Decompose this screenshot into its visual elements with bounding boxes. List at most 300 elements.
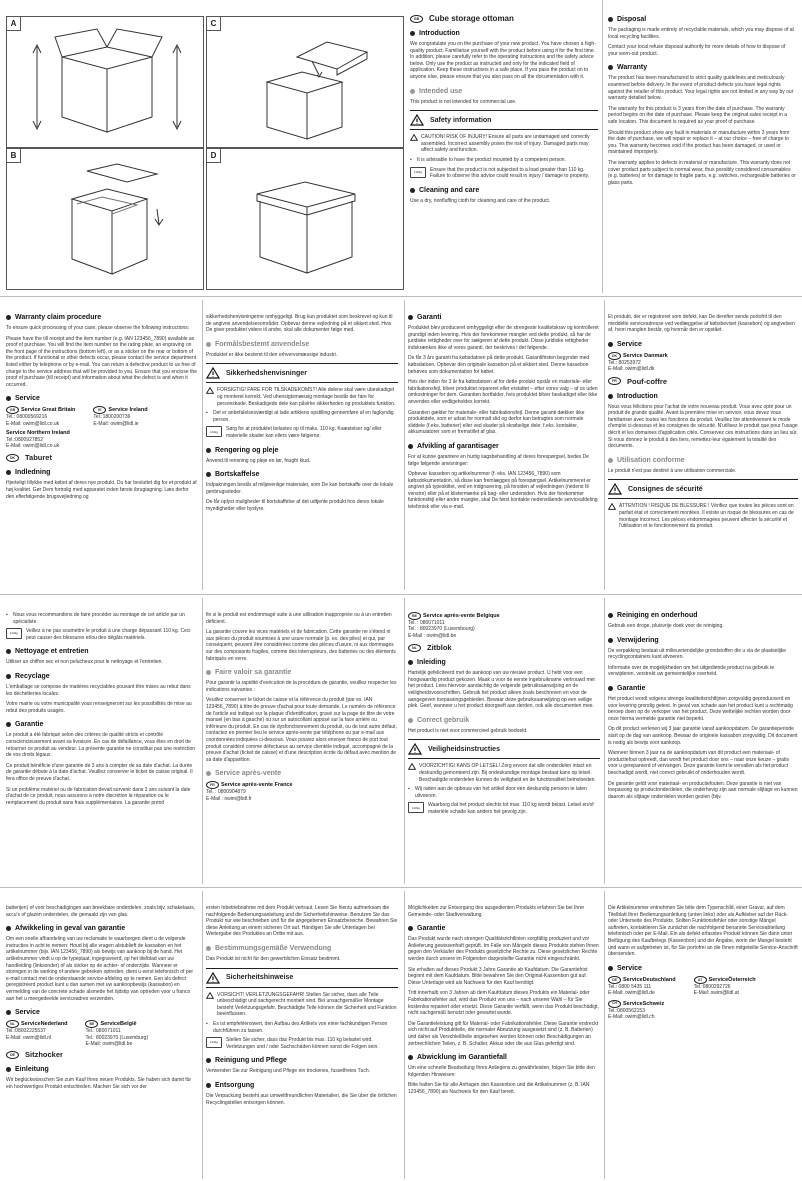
heading-text: Recyclage (15, 672, 50, 680)
bullet-dot-icon (608, 342, 613, 347)
bullet-dot-icon (6, 1010, 11, 1015)
heading-text: Warranty (617, 64, 648, 72)
page-divider (0, 887, 802, 888)
bullet-dot-icon (608, 394, 613, 399)
service-mail: E-Mail: owim@lidl.co.uk (6, 442, 60, 449)
section-heading (6, 395, 198, 402)
service-tel: Tel.:08002225537 (6, 1028, 46, 1035)
service-name: ServiceDeutschland (623, 976, 676, 983)
paragraph: Das Produkt ist nicht für den gewerblichen Einsatz bestimmt. (206, 955, 341, 962)
service-mail: E-Mail: owim@lidl.be (85, 1040, 133, 1047)
list-item-text: Veillez à ne pas soumettre le produit à une charge dépassant 110 kg. Ceci peut causer des blessures et/ou des dégâts matériels. (26, 628, 191, 641)
warning-triangle-icon (410, 134, 418, 141)
service-contact-ni (6, 430, 198, 449)
column-divider (604, 300, 605, 590)
paragraph: De får 3 års garanti fra købsdatoen på dette produkt. Garantifristen begynder med købsdatoen. Opbevar den originale kassebon på et sikkert sted. Denne kassebon behøves som dokumentation for købet. (408, 355, 590, 375)
heading-text: Garantie (15, 721, 44, 729)
list-item-text: Ensure that the product is not subjected to a load greater than 110 kg. Failure to observe this advice could result in injury / damage to property. (430, 166, 590, 180)
column-divider (404, 891, 405, 1179)
section-heading (608, 637, 798, 644)
figure-label: D (207, 149, 221, 163)
paragraph: Votre mairie ou votre municipalité vous renseigneront sur les possibilités de mise au rebut des produits usagés. (6, 701, 192, 714)
service-mail: E-Mail: owim@lidl.at (693, 990, 739, 997)
figure-label: C (207, 17, 221, 31)
bullet-icon: ▪ (206, 1020, 208, 1027)
paragraph: Die Verpackung besteht aus umweltfreundlichen Materialien, die Sie über die örtlichen Recyclingstellen entsorgen können. (206, 1092, 397, 1106)
column-en-3 (6, 300, 198, 590)
paragraph: Ce produit bénéficie d'une garantie de 3 ans à compter de sa date d'achat. La durée de garantie débute à la date d'achat. Veuillez conserver le ticket de caisse original. Il fera office de preuve d'achat. (6, 762, 193, 782)
service-tel: Tel.:1800200736 (93, 414, 131, 421)
ie-badge: IE (93, 406, 106, 414)
list-item-text: Waarborg dat het product slechts tot max. 110 kg wordt belast. Letsel en/of materiële schade kan anders het gevolg zijn. (428, 802, 594, 815)
paragraph: Le produit n'est pas destiné à une utilisation commerciale. (608, 467, 737, 474)
paragraph: Pour garantir la rapidité d'exécution de la procédure de garantie, veuillez respecter les indications suivantes : (206, 680, 397, 693)
paragraph: Het product is niet voor commercieel gebruik bedoeld. (408, 727, 528, 734)
service-name: ServiceÖsterreich (708, 976, 756, 983)
paragraph: Op dit product verlenen wij 3 jaar garantie vanaf aankoopdatum. De garantieperiode start op de dag van aankoop. Bewaar de originele kassabon zorgvuldig. Dit document is nodig als bewijs voor aankoop. (608, 726, 798, 746)
paragraph: Wanneer binnen 3 jaar na de aankoopdatum van dit product een materiaal- of productiefout optreedt, dan wordt het product door ons – naar onze keuze – gratis voor u gerepareerd of vervangen. Deze garantie komt te vervallen als het product beschadigd wordt, niet correct gebruikt of onderhouden wordt. (608, 750, 789, 776)
section-heading (608, 965, 798, 972)
section-heading (410, 187, 598, 194)
service-name: Service Danmark (623, 352, 668, 359)
paragraph: Hjerteligt tillykke med købet af deres nye produkt. Du har besluttet dig for et produkt af høj kvalitet. Gør Dem fortrolig med apparatet inden første ibrugtagning. Læs derfor den efterfølgende brugsvejledning og (6, 480, 197, 500)
column-de-2 (408, 891, 600, 1179)
paragraph: For at kunne garantere en hurtig sagsbehandling af deres forespørgsel, bedes De følge følgende anvisninger: (408, 453, 589, 467)
section-heading (408, 659, 600, 666)
heading-text: Faire valoir sa garantie (215, 669, 292, 677)
section-heading (206, 471, 398, 478)
section-heading (408, 1054, 600, 1061)
bullet-dot-icon (6, 722, 11, 727)
service-tel: Tel.: 80023970 (Luxemburg) (85, 1034, 149, 1041)
safety-heading (206, 968, 398, 988)
nl-badge: NL (408, 644, 421, 652)
column-de-3 (608, 891, 798, 1179)
service-contact-ch (608, 1000, 798, 1021)
paragraph: Contact your local refuse disposal authority for more details of how to dispose of your worn-out product. (608, 44, 786, 57)
section-heading (608, 685, 798, 692)
heading-text: Afwikkeling in geval van garantie (15, 925, 126, 933)
heading-text: Garantie (617, 684, 646, 692)
paragraph: Gebruik een droge, pluisvrije doek voor de reiniging. (608, 623, 724, 629)
paragraph: Die Artikelnummer entnehmen Sie bitte dem Typenschild, einer Gravur, auf dem Titelblatt Ihrer Bedienungsanleitung (unten links) oder als Aufkleber auf der Rück- oder Unterseite des Produkts. Sollten Funktionsfehler oder sonstige Mängel auftreten, kontaktieren Sie zunächst die nachfolgend benannte Serviceabteilung telefonisch oder per E-Mail. Ein als defekt erfasstes Produkt können Sie dann unter Beifügung des Kaufbelegs (Kassenbon) und der Angabe, worin der Mangel besteht und wann er aufgetreten ist, für Sie portofrei an die Ihnen mitgeteilte Service-Anschrift übersenden. (608, 905, 798, 958)
paragraph: batterijen) of voor beschadigingen aan breekbare onderdelen, zoals bijv. schakelaars, accu's of glazen onderdelen, die gemaakt zijn van glas. (6, 905, 196, 918)
service-tel: Tel. : 0800904879 (206, 789, 246, 796)
section-heading (206, 1057, 398, 1064)
service-mail: E-Mail: owim@lidl.de (608, 990, 655, 997)
column-divider (202, 598, 203, 884)
de-badge: DE (6, 1051, 19, 1059)
paragraph: De garantie geldt voor materiaal- en productiefouten. Deze garantie is niet van toepassing op productonderdelen, die onderhevig zijn aan normale slijtage en kunnen daarom als slijtage onderdelen worden gezien (bijv. (608, 780, 798, 800)
paragraph: Nous vous félicitons pour l'achat de votre nouveau produit. Vous avez opté pour un produit de grande qualité. Avant la première mise en service, vous devez vous familiariser avec toutes les fonctions du produit. Veuillez lire attentivement le mode d'emploi ci-dessous et les consignes de sécurité. N'utilisez le produit que pour l'usage décrit et les domaines d'application cités. Conservez ces instructions dans un lieu sûr. Si vous donnez le produit à des tiers, remettez-leur également la totalité des documents. (608, 403, 798, 450)
section-heading (608, 612, 798, 619)
paragraph: Utiliser un chiffon sec et non pelucheux pour le nettoyage et l'entretien. (6, 659, 163, 666)
list-item (408, 802, 600, 815)
service-name: ServiceBelgië (100, 1020, 137, 1027)
list-item-text: Wij raden aan de opbouw van het artikel door een deskundig persoon te laten uitvoeren. (415, 786, 587, 799)
bullet-dot-icon (206, 448, 211, 453)
paragraph: Hartelijk gefeliciteerd met de aankoop van uw nieuwe product. U hebt voor een hoogwaardig product gekozen. Maak u voor de eerste ingebruikname vertrouwd met het product. Lees hiervoor aandachtig de volgende gebruiksaanwijzing en de veiligheidsvoorschriften. Gebruik het product alleen zoals beschreven en voor de aangegeven toepassingsgebieden. Bewaar deze gebruiksaanwijzing op een veilige plek. Geef, wanneer u het product doorgeeft aan derden, ook alle documenten mee. (408, 670, 595, 710)
bullet-dot-icon (6, 1067, 11, 1072)
service-contact-de (608, 976, 676, 997)
service-name: Service Great Britain (21, 407, 76, 414)
list-item-text: Det er anbefalelsesværdigt at lade artiklens opstilling gennemføre af en fagkyndig person. (213, 410, 394, 423)
warning-triangle-icon (408, 763, 416, 770)
heading-text: Entsorgung (215, 1081, 255, 1089)
page-2 (0, 300, 802, 590)
paragraph: This product is not intended for commercial use. (410, 98, 517, 105)
safety-heading (410, 110, 598, 130)
bullet-icon: ▪ (410, 156, 412, 163)
service-contact-ie (93, 406, 147, 427)
box-assembly-c-illustration (207, 17, 403, 147)
bullet-dot-icon (408, 660, 413, 665)
list-item (206, 410, 398, 423)
bullet-icon: ▪ (206, 410, 208, 417)
service-tel: Tel.: 0800 5435 111 (608, 983, 652, 990)
heading-text: Service (617, 964, 642, 972)
heading-text: Service (617, 340, 642, 348)
service-mail: E-Mail: owim@lidl.dk (608, 366, 655, 373)
no-heavy-load-icon: 110kg (410, 167, 426, 178)
fr-badge: FR (608, 377, 621, 385)
no-heavy-load-icon: 110kg (206, 1037, 222, 1048)
section-heading (206, 770, 398, 777)
be-badge: BE (408, 612, 421, 620)
paragraph: De verpakking bestaat uit milieuvriendelijke grondstoffen die u via de plaatselijke recyclingcontainers kunt afvoeren. (608, 647, 787, 661)
section-heading (6, 925, 198, 932)
column-de-1 (206, 891, 398, 1179)
list-item (6, 612, 198, 625)
paragraph: The product has been manufactured to strict quality guidelines and meticulously examined before delivery. In the event of product defects you have legal rights against the retailer of this product. Your legal rights are not limited in any way by our warranty detailed below. (608, 75, 794, 102)
box-assembly-d-illustration (207, 149, 403, 289)
heading-text: Veiligheidsinstructies (428, 745, 500, 753)
warning-triangle-icon (206, 387, 214, 394)
section-heading (608, 64, 796, 71)
heading-text: Introduction (419, 30, 460, 37)
caution-text: FORSIGTIG! FARE FOR TILSKADEKOMST! Alle delene skal være ubeskadiget og monteret korrekt. Ved uhensigtsmæssig montage består der fare for personskade. Beskadigede dele kan påvirke sikkerheden og produktets funktion. (217, 387, 396, 407)
product-title-text: Pouf-coffre (627, 376, 667, 386)
column-en-2 (608, 0, 796, 293)
service-tel: Tel. : 80023970 (Luxembourg) (408, 626, 475, 633)
column-fr-3 (206, 598, 398, 884)
bullet-dot-icon (206, 1058, 211, 1063)
heading-text: Afvikling af garantisager (417, 442, 499, 450)
list-item (206, 1037, 398, 1050)
paragraph: Indpakningen består af miljøvenlige materialer, som De kan bortskaffe over de lokale genbrugssteder. (206, 482, 394, 495)
bullet-dot-icon (206, 472, 211, 477)
safety-heading (408, 739, 600, 759)
service-tel: Tel. : 080071011 (408, 620, 445, 626)
nl-badge: NL (6, 1020, 19, 1028)
service-tel: Tel.:0800562153 (608, 1007, 645, 1014)
paragraph: Das Produkt wurde nach strengen Qualitätsrichtlinien sorgfältig produziert und vor Anlieferung gewissenhaft geprüft. Im Falle von Mängeln dieses Produkts stehen Ihnen gegen den Verkäufer des Produkts gesetzliche Rechte zu. Diese gesetzlichen Rechte werden durch unsere im Folgenden dargestellte Garantie nicht eingeschränkt. (408, 936, 599, 962)
bullet-dot-icon (206, 670, 211, 675)
service-mail: E-Mail : owim@lidl.fr (206, 795, 252, 802)
column-divider (604, 891, 605, 1179)
warning-triangle-icon (608, 483, 622, 495)
service-tel: Tel.:0800927852 (6, 436, 43, 443)
section-heading (206, 341, 398, 348)
column-divider (404, 300, 405, 590)
bullet-dot-icon (6, 470, 11, 475)
bullet-dot-icon (6, 674, 11, 679)
paragraph: Wir beglückwünschen Sie zum Kauf Ihres neuen Produkts. Sie haben sich damit für ein hochwertiges Produkt entschieden. Machen Sie sich vor der (6, 1077, 192, 1090)
list-item (6, 628, 198, 641)
bullet-dot-icon (410, 89, 415, 94)
bullet-dot-icon (206, 771, 211, 776)
warning-triangle-icon (608, 503, 616, 510)
service-mail: E-Mail: owim@lidl.ie (93, 420, 139, 427)
heading-text: Cleaning and care (419, 186, 480, 194)
list-item (206, 1021, 398, 1034)
page-1 (0, 0, 802, 293)
heading-text: Warranty claim procedure (15, 314, 102, 321)
section-heading (408, 443, 600, 450)
bullet-dot-icon (608, 17, 613, 22)
paragraph: Het product wordt volgens strenge kwaliteitsrichtlijnen zorgvuldig geproduceerd en voor levering grondig getest. In geval van schade aan het product kunt u rechtmatig beroep doen op de verkoper van het product. Deze wettelijke rechten worden door onze hierna vermelde garantie niet beperkt. (608, 695, 793, 722)
heading-text: Service (15, 1009, 40, 1017)
service-mail: E-Mail: owim@lidl.co.uk (6, 420, 60, 427)
paragraph: Et produkt, der er registreret som defekt, kan De derefter sende portofrit til den meddelte serviceadresse ved vedlæggelse af købsbeviset (kassebon) og angivelsen af, hvori manglen består, og hvornår den er opstået. (608, 314, 795, 334)
figure-label: B (7, 149, 21, 163)
paragraph: fin si le produit est endommagé suite à une utilisation inappropriée ou à un entretien déficient. (206, 612, 392, 625)
paragraph: sikkerhedshenvisningerne omhyggeligt. Brug kun produktet som beskrevet og kun til de angivne anvendelsesområder. Opbevar denne vejledning på et sikkert sted. Hvis De giver produktet videre til andre, skal alle dokumenter følge med. (206, 314, 393, 334)
service-name: Service après-vente Belgique (423, 612, 500, 619)
column-dk-1 (206, 300, 398, 590)
section-heading (408, 925, 600, 932)
paragraph: Opbevar kassebon og artikelnummer (f. eks. IAN 123456_7890) som købsdokumentation, så disse kan fremlægges på forespørgsel. Artikelnummeret er angivet på typeskiltet, ved en indgravering, på forsiden af vejledningen (nederst til venstre) eller på et klistermærke på bag- eller undersiden. Hvis der forekommer funktionsfejl eller andre mangler, skal De først kontakte nedenstående serviceafdeling telefonisk eller via e-mail. (408, 471, 598, 511)
column-nl-2 (608, 598, 798, 884)
section-heading (6, 1009, 198, 1016)
heading-text: Reinigung und Pflege (215, 1057, 287, 1065)
list-item-text: Es ist empfehlenswert, den Aufbau des Artikels von einer fachkundigen Person durchführen zu lassen. (213, 1020, 388, 1034)
heading-text: Intended use (419, 87, 463, 95)
heading-text: Bestimmungsgemäße Verwendung (215, 944, 332, 952)
bullet-dot-icon (408, 315, 413, 320)
paragraph: Should this product show any fault in materials or manufacture within 3 years from the date of purchase, we will repair or replace it – at our choice – free of charge to you. This warranty becomes void if the product has been damaged, or used or maintained improperly. (608, 129, 790, 156)
paragraph: L'emballage se compose de matières recyclables pouvant être mises au rebut dans les déchetteries locales. (6, 683, 191, 697)
paragraph: Le produit a été fabriqué selon des critères de qualité stricts et contrôlé consciencieusement avant sa livraison. En cas de défaillance, vous êtes en droit de retourner ce produit au vendeur. La présente garantie ne constitue pas une restriction de vos droits légaux. (6, 732, 196, 759)
caution-text: VORSICHT! VERLETZUNGSGEFAHR! Stellen Sie sicher, dass alle Teile unbeschädigt und sachgerecht montiert sind. Bei unsachgemäßer Montage besteht Verletzungsgefahr. Beschädigte Teile können die Sicherheit und Funktion beeinflussen. (217, 991, 397, 1018)
paragraph: Please have the till receipt and the item number (e.g. IAN 123456_7890) available as proof of purchase. You will find the item number on the rating plate, an engraving on the front page of the instructions (bottom left), or as a sticker on the rear or bottom of the product. If functional or other defects occur, please contact the service department listed either by telephone or by e-mail. You can return a defective product to us free of charge to the service address that will be provided to you. Ensure that you enclose the proof of purchase (till receipt) and information about what the defect is and when it occurred. (6, 335, 197, 388)
product-title-text: Sitzhocker (25, 1050, 63, 1060)
section-heading (6, 673, 198, 680)
bullet-dot-icon (608, 613, 613, 618)
list-item (408, 786, 600, 799)
de-badge: DE (608, 976, 621, 984)
heading-text: Verwijdering (617, 636, 659, 644)
paragraph: De får oplyst muligheder til bortskaffelse af det udtjente produkt hos deres lokale myndigheder eller bystyre. (206, 499, 384, 512)
paragraph: The packaging is made entirely of recyclable materials, which you may dispose of at local recycling facilities. (608, 27, 794, 40)
box-assembly-a-illustration (7, 17, 203, 147)
heading-text: Consignes de sécurité (628, 485, 703, 493)
section-heading (408, 314, 600, 321)
at-badge: AT (694, 976, 707, 984)
paragraph: ersten Inbetriebnahme mit dem Produkt vertraut. Lesen Sie hierzu aufmerksam die nachfolgende Bedienungsanleitung und die Sicherheitshinweise. Benutzen Sie das Produkt nur wie beschrieben und für die angegebenen Einsatzbereiche. Bewahren Sie diese Anleitung an einem sicheren Ort auf. Händigen Sie alle Unterlagen bei Weitergabe des Produktes an Dritte mit aus. (206, 905, 398, 938)
paragraph: Garantien gælder for materiale- eller fabrikationsfejl. Denne garanti dækker ikke produktdele, som er udsat for normalt slid og derfor kan betragtes som normale sliddele (f.eks. batterier) eller ved skader på skrøbelige dele; f.eks. kontakter, akkumulatorer som er fremstillet af glas. (408, 409, 585, 436)
product-title-text: Taburet (25, 453, 52, 463)
warning-triangle-icon (206, 972, 220, 984)
section-heading (410, 30, 598, 37)
paragraph: Produktet blev produceret omhyggeligt efter de strengeste kvalitetskrav og kontrolleret grundigt inden levering. Hvis der forekommer mangler ved dette produkt, så har de juridiske rettigheder over for sælgeren af dette produkt. Disse juridiske rettigheder indskrænkes ikke af vores garanti, der beskrives i det følgende. (408, 325, 599, 351)
heading-text: Garantie (417, 925, 446, 933)
paragraph: Tritt innerhalb von 3 Jahren ab dem Kaufdatum dieses Produkts ein Material- oder Fabrikationsfehler auf, wird das Produkt von uns – nach unserer Wahl – für Sie kostenlos repariert oder ersetzt. Diese Garantie verfällt, wenn das Produkt beschädigt, nicht sachgemäß benutzt oder gewartet wurde. (408, 990, 599, 1017)
section-heading (6, 1066, 198, 1073)
heading-text: Rengøring og pleje (215, 446, 279, 454)
page-3 (0, 598, 802, 884)
bullet-dot-icon (6, 396, 11, 401)
heading-text: Sikkerhedshenvisninger (226, 369, 307, 377)
paragraph: The warranty applies to defects in material or manufacture. This warranty does not cover product parts subject to normal wear, thus possibly considered consumables (e.g. batteries) or for damage to fragile parts, e.g. switches, rechargeable batteries or glass parts. (608, 159, 796, 186)
service-name: Service Northern Ireland (6, 430, 70, 437)
column-nl-1 (408, 598, 600, 884)
caution-text: CAUTION! RISK OF INJURY! Ensure all parts are undamaged and correctly assembled. Incorrect assembly poses the risk of injury. Damaged parts may affect safety and function. (421, 134, 590, 154)
service-contact-gb (6, 406, 75, 427)
caution-text: VOORZICHTIG! KANS OP LETSEL! Zorg ervoor dat alle onderdelen intact en deskundig gemonteerd zijn. Bij ondeskundige montage bestaat kans op letsel. Beschadigde onderdelen kunnen de veiligheid en de functionaliteit beïnvloeden. (419, 763, 596, 783)
column-fr-1 (608, 300, 798, 590)
service-name: Service Ireland (108, 407, 148, 414)
dk-badge: DK (6, 454, 19, 462)
bullet-dot-icon (608, 686, 613, 691)
service-contact-nl (6, 1020, 67, 1047)
heading-text: Formålsbestemt anvendelse (215, 340, 310, 348)
column-divider (202, 300, 203, 590)
column-divider (404, 598, 405, 884)
column-divider (602, 0, 603, 293)
bullet-dot-icon (206, 342, 211, 347)
list-item (410, 157, 598, 164)
service-tel: Tel.: 08000569216 (6, 414, 48, 421)
paragraph: Informatie over de mogelijkheden om het uitgediende product na gebruik te verwijderen, verstrekt uw gemeentelijke overheid. (608, 664, 775, 678)
paragraph: Die Garantieleistung gilt für Material- oder Fabrikationsfehler. Diese Garantie erstreckt sich nicht auf Produktteile, die normaler Abnutzung ausgesetzt sind (z. B. Batterien) und daher als Verschleißteile angesehen werden können oder Beschädigungen an zerbrechlichen Teilen, z. B. Schalter, Akkus oder die aus Glas gefertigt sind. (408, 1020, 599, 1047)
heading-text: Reiniging en onderhoud (617, 612, 698, 619)
heading-text: Abwicklung im Garantiefall (417, 1054, 507, 1062)
list-item (206, 426, 398, 439)
list-item-text: It is advisable to have the product mounted by a competent person. (417, 156, 566, 163)
fr-badge: FR (206, 781, 219, 789)
service-mail: E-Mail: owim@lidl.nl (6, 1034, 52, 1041)
section-heading (206, 447, 398, 454)
paragraph: Bitte halten Sie für alle Anfragen den Kassenbon und die Artikelnummer (z. B. IAN 123456_7890) als Nachweis für den Kauf bereit. (408, 1082, 590, 1095)
service-contact-at (694, 976, 756, 997)
column-divider (202, 891, 203, 1179)
heading-text: Sicherheitshinweise (226, 974, 294, 982)
heading-text: Garanti (417, 314, 442, 321)
service-row (6, 406, 198, 427)
page-divider (0, 296, 802, 297)
paragraph: Um eine schnelle Bearbeitung Ihres Anliegens zu gewährleisten, folgen Sie bitte den folgenden Hinweisen: (408, 1065, 595, 1078)
service-name: Service après-vente France (221, 782, 293, 789)
section-heading (408, 717, 600, 724)
bullet-dot-icon (608, 65, 613, 70)
bullet-dot-icon (6, 926, 11, 931)
service-tel: Tel.:0800292726 (693, 983, 731, 990)
paragraph: Veuillez conserver le ticket de caisse et la référence du produit (par ex. IAN 123456_7890) à titre de preuve d'achat pour toute demande. Le numéro de référence de l'article est indiqué sur la plaque d'identification, gravé sur la page de titre de votre manuel (en bas à gauche) ou sur un autocollant apposé sur la face arrière ou inférieure du produit. En cas de dysfonctionnement du produit, ou de tout autre défaut, contactez en premier lieu le service après-vente par téléphone ou par e-mail aux coordonnées indiquées ci-dessous. Vous pouvez alors envoyer franco de port tout produit considéré comme défectueux au service clientèle indiqué, accompagné de la preuve d'achat (ticket de caisse) et d'une description écrite du défaut avec mention de sa date d'apparition. (206, 697, 397, 763)
paragraph: The warranty for this product is 3 years from the date of purchase. The warranty period begins on the date of purchase. Please keep the original sales receipt in a safe location. This document is required as your proof of purchase. (608, 105, 788, 125)
figure-c (206, 16, 404, 148)
bullet-dot-icon (408, 926, 413, 931)
section-heading (6, 469, 198, 476)
column-en-1 (410, 0, 598, 293)
paragraph: Produktet er ikke bestemt til den erhvervsmæssige industri. (206, 351, 338, 358)
product-title (410, 14, 598, 23)
warning-triangle-icon (410, 114, 424, 126)
warning-triangle-icon (408, 743, 422, 755)
product-title (408, 643, 600, 652)
no-heavy-load-icon: 110kg (408, 802, 424, 813)
figure-a (6, 16, 204, 148)
service-name: ServiceNederland (21, 1020, 68, 1027)
paragraph: Sie erhalten auf dieses Produkt 3 Jahre Garantie ab Kaufdatum. Die Garantiefrist beginnt mit dem Kaufdatum. Bitte bewahren Sie den Original-Kassenbon gut auf. Diese Unterlage wird als Nachweis für den Kauf benötigt. (408, 966, 588, 986)
caution-item (608, 503, 798, 529)
paragraph: Si un problème matériel ou de fabrication devait survenir dans 3 ans suivant la date d'achat de ce produit, nous assurons à notre discrétion la réparation ou le remplacement du produit sans frais supplémentaires. La garantie prend (6, 786, 191, 806)
service-row (608, 976, 798, 997)
bullet-icon: ▪ (408, 786, 410, 793)
list-item-text: Nous vous recommandons de faire procéder au montage de cet article par un spécialiste. (13, 612, 185, 625)
heading-text: Nettoyage et entretien (15, 648, 89, 656)
bullet-dot-icon (608, 638, 613, 643)
column-dk-2 (408, 300, 600, 590)
bullet-dot-icon (206, 1083, 211, 1088)
gb-badge: GB (6, 406, 19, 414)
bullet-dot-icon (408, 718, 413, 723)
bullet-dot-icon (608, 966, 613, 971)
list-item-text: Sørg for at produktet belastes op til maks. 110 kg. Kvæstelser og/ eller materielle skader kan ellers være følgerne. (226, 426, 382, 439)
heading-text: Introduction (617, 392, 658, 400)
section-heading (608, 393, 798, 400)
section-heading (608, 16, 796, 23)
heading-text: Utilisation conforme (617, 456, 685, 464)
gb-ie-badge: GB (410, 15, 423, 23)
heading-text: Inleiding (417, 659, 446, 667)
bullet-dot-icon (6, 315, 11, 320)
service-contact-dk (608, 352, 798, 373)
dk-badge: DK (608, 352, 621, 360)
bullet-dot-icon (410, 31, 415, 36)
heading-text: Service (15, 395, 40, 403)
list-item (410, 167, 598, 180)
section-heading (206, 945, 398, 952)
box-assembly-b-illustration (7, 149, 203, 289)
heading-text: Service après-vente (215, 770, 282, 778)
section-heading (608, 457, 798, 464)
service-mail: E-Mail: owim@lidl.ch (608, 1013, 655, 1020)
caution-item (410, 134, 598, 154)
section-heading (410, 88, 598, 95)
section-heading (6, 721, 198, 728)
column-divider (604, 598, 605, 884)
heading-text: Disposal (617, 16, 647, 23)
paragraph: Möglichkeiten zur Entsorgung des ausgedienten Produkts erfahren Sie bei Ihrer Gemeinde- oder Stadtverwaltung. (408, 905, 585, 918)
product-title (6, 453, 198, 462)
bullet-dot-icon (410, 188, 415, 193)
heading-text: Correct gebruik (417, 716, 470, 724)
service-tel: Tel.: 80253972 (608, 359, 641, 366)
section-heading (6, 648, 198, 655)
bullet-icon: ▪ (6, 612, 8, 618)
figure-b (6, 148, 204, 290)
service-mail: E-Mail : owim@lidl.be (408, 632, 457, 639)
warning-triangle-icon (206, 992, 214, 999)
section-heading (206, 669, 398, 676)
heading-text: Indledning (15, 469, 51, 477)
service-contact-be (408, 612, 600, 639)
figure-d (206, 148, 404, 290)
bullet-dot-icon (408, 444, 413, 449)
warning-triangle-icon (206, 367, 220, 379)
figure-label: A (7, 17, 21, 31)
